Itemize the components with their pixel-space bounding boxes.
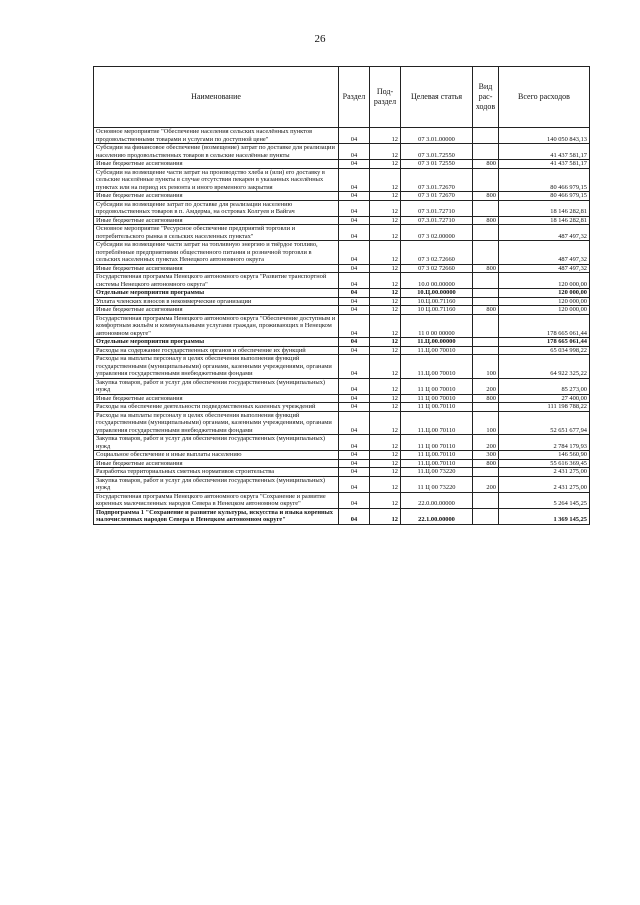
table-row: [94, 411, 590, 435]
cell-expense-type: [473, 168, 499, 192]
table-row: [94, 216, 590, 225]
cell-total: 120 000,00: [499, 297, 590, 306]
table-row: [94, 508, 590, 524]
cell-name: Основное мероприятие "Обеспечение населения сельских населённых пунктов продовольственными товарами и услугами по доступной цене": [94, 128, 339, 144]
table-row: [94, 451, 590, 460]
cell-expense-type: 300: [473, 451, 499, 460]
cell-target: 07 3 02.72660: [401, 241, 473, 265]
cell-total: 487 497,32: [499, 264, 590, 273]
cell-subsection: 12: [370, 264, 401, 273]
cell-total: 487 497,32: [499, 225, 590, 241]
cell-section: 04: [339, 468, 370, 477]
cell-name: Государственная программа Ненецкого автономного округа "Развитие транспортной системы Ненецкого автономного округа": [94, 273, 339, 289]
cell-name: Иные бюджетные ассигнования: [94, 459, 339, 468]
cell-target: 07.3.01.72710: [401, 216, 473, 225]
budget-table: [93, 66, 590, 525]
table-row: [94, 378, 590, 394]
cell-subsection: 12: [370, 394, 401, 403]
table-row: [94, 160, 590, 169]
cell-total: 52 651 677,94: [499, 411, 590, 435]
cell-expense-type: 800: [473, 306, 499, 315]
cell-expense-type: 200: [473, 476, 499, 492]
cell-section: 04: [339, 314, 370, 338]
cell-name: Уплата членских взносов в некоммерческие организации: [94, 297, 339, 306]
cell-target: 22.1.00.00000: [401, 508, 473, 524]
cell-name: Основное мероприятие "Ресурсное обеспечение предприятий торговли и потребительского рынка в сельских населенных пунктах": [94, 225, 339, 241]
cell-subsection: 12: [370, 200, 401, 216]
cell-expense-type: [473, 289, 499, 298]
cell-total: 487 497,32: [499, 241, 590, 265]
cell-section: 04: [339, 225, 370, 241]
cell-total: 120 000,00: [499, 273, 590, 289]
cell-total: 178 665 061,44: [499, 338, 590, 347]
cell-section: 04: [339, 273, 370, 289]
cell-expense-type: 800: [473, 160, 499, 169]
cell-total: 146 560,90: [499, 451, 590, 460]
cell-subsection: 12: [370, 346, 401, 355]
cell-target: 11 Ц 00.70110: [401, 403, 473, 412]
table-row: [94, 192, 590, 201]
cell-name: Расходы на выплаты персоналу в целях обеспечения выполнения функций государственными (муниципальными) органами, казенными учреждениями, органами управления государственными внебюджетными фондами: [94, 411, 339, 435]
table-row: [94, 338, 590, 347]
cell-section: 04: [339, 451, 370, 460]
cell-expense-type: [473, 492, 499, 508]
cell-section: 04: [339, 297, 370, 306]
cell-name: Разработка территориальных сметных нормативов строительства: [94, 468, 339, 477]
cell-total: 1 369 145,25: [499, 508, 590, 524]
cell-total: 18 146 282,81: [499, 216, 590, 225]
cell-total: 2 784 179,93: [499, 435, 590, 451]
cell-expense-type: [473, 241, 499, 265]
table-row: [94, 297, 590, 306]
cell-subsection: 12: [370, 144, 401, 160]
cell-expense-type: 800: [473, 394, 499, 403]
header-expense-type: Вид рас-ходов: [473, 67, 499, 128]
cell-expense-type: [473, 403, 499, 412]
cell-expense-type: [473, 338, 499, 347]
cell-expense-type: 800: [473, 459, 499, 468]
cell-name: Иные бюджетные ассигнования: [94, 306, 339, 315]
cell-total: 140 050 843,13: [499, 128, 590, 144]
cell-section: 04: [339, 346, 370, 355]
cell-name: Отдельные мероприятия программы: [94, 338, 339, 347]
cell-target: 11 Ц 00 73220: [401, 476, 473, 492]
cell-subsection: 12: [370, 403, 401, 412]
cell-name: Субсидии на возмещение части затрат на топливную энергию и твёрдое топливо, потреблённые предприятиями общественного питания и розничной торговли в сельских населенных пунктах Ненецкого автономного округа: [94, 241, 339, 265]
cell-section: 04: [339, 338, 370, 347]
table-row: [94, 289, 590, 298]
cell-subsection: 12: [370, 468, 401, 477]
cell-subsection: 12: [370, 435, 401, 451]
table-row: [94, 306, 590, 315]
cell-subsection: 12: [370, 508, 401, 524]
cell-expense-type: [473, 144, 499, 160]
cell-section: 04: [339, 492, 370, 508]
cell-target: 11 Ц 00 70010: [401, 394, 473, 403]
cell-expense-type: 800: [473, 264, 499, 273]
cell-name: Субсидии на возмещение затрат по доставке для реализации населению продовольственных товаров в п. Амдерма, на островах Колгуев и Вайгач: [94, 200, 339, 216]
cell-section: 04: [339, 306, 370, 315]
cell-section: 04: [339, 241, 370, 265]
table-row: [94, 264, 590, 273]
header-target: Целевая статья: [401, 67, 473, 128]
cell-name: Иные бюджетные ассигнования: [94, 264, 339, 273]
header-subsection: Под-раздел: [370, 67, 401, 128]
cell-subsection: 12: [370, 314, 401, 338]
header-section: Раздел: [339, 67, 370, 128]
cell-subsection: 12: [370, 168, 401, 192]
table-row: [94, 435, 590, 451]
cell-subsection: 12: [370, 459, 401, 468]
table-row: [94, 394, 590, 403]
cell-section: 04: [339, 168, 370, 192]
cell-section: 04: [339, 476, 370, 492]
cell-section: 04: [339, 355, 370, 379]
cell-expense-type: [473, 297, 499, 306]
cell-target: 07 3 02 72660: [401, 264, 473, 273]
table-row: [94, 273, 590, 289]
cell-total: 41 437 581,17: [499, 144, 590, 160]
cell-subsection: 12: [370, 225, 401, 241]
cell-name: Иные бюджетные ассигнования: [94, 394, 339, 403]
cell-subsection: 12: [370, 306, 401, 315]
cell-total: 2 431 275,00: [499, 468, 590, 477]
table-row: [94, 241, 590, 265]
cell-name: Государственная программа Ненецкого автономного округа "Обеспечение доступным и комфортным жильём и коммунальными услугами граждан, проживающих в Ненецком автономном округе": [94, 314, 339, 338]
cell-section: 04: [339, 200, 370, 216]
cell-section: 04: [339, 508, 370, 524]
cell-subsection: 12: [370, 451, 401, 460]
table-row: [94, 225, 590, 241]
table-row: [94, 403, 590, 412]
cell-section: 04: [339, 411, 370, 435]
cell-subsection: 12: [370, 338, 401, 347]
cell-subsection: 12: [370, 273, 401, 289]
cell-expense-type: 800: [473, 216, 499, 225]
cell-target: 11 0 00 00000: [401, 314, 473, 338]
cell-target: 11 Ц.00.70110: [401, 451, 473, 460]
cell-total: 2 431 275,00: [499, 476, 590, 492]
cell-target: 10.Ц.00.00000: [401, 289, 473, 298]
table-header-row: [94, 67, 590, 128]
cell-target: 07 3 02.00000: [401, 225, 473, 241]
cell-subsection: 12: [370, 297, 401, 306]
cell-total: 18 146 282,81: [499, 200, 590, 216]
cell-target: 10 Ц.00.71160: [401, 306, 473, 315]
cell-target: 11.Ц.00 73220: [401, 468, 473, 477]
cell-expense-type: 100: [473, 411, 499, 435]
cell-expense-type: [473, 128, 499, 144]
cell-section: 04: [339, 192, 370, 201]
cell-name: Закупка товаров, работ и услуг для обеспечения государственных (муниципальных) нужд: [94, 476, 339, 492]
cell-subsection: 12: [370, 160, 401, 169]
cell-total: 111 198 788,22: [499, 403, 590, 412]
cell-name: Субсидии на финансовое обеспечение (возмещение) затрат по доставке для реализации населению продовольственных товаров в сельские населённые пункты: [94, 144, 339, 160]
cell-subsection: 12: [370, 476, 401, 492]
cell-name: Закупка товаров, работ и услуг для обеспечения государственных (муниципальных) нужд: [94, 378, 339, 394]
table-row: [94, 355, 590, 379]
cell-total: 85 273,00: [499, 378, 590, 394]
cell-subsection: 12: [370, 216, 401, 225]
cell-target: 11 Ц 00 70010: [401, 378, 473, 394]
cell-expense-type: 800: [473, 192, 499, 201]
cell-expense-type: [473, 468, 499, 477]
cell-total: 27 400,00: [499, 394, 590, 403]
cell-total: 120 000,00: [499, 306, 590, 315]
cell-name: Субсидии на возмещение части затрат на производство хлеба и (или) его доставку в сельские населённые пункты в случае отсутствия пекарен в указанных населённых пунктах или на период их ремонта и иного временного закрытия: [94, 168, 339, 192]
cell-name: Расходы на обеспечение деятельности подведомственных казенных учреждений: [94, 403, 339, 412]
cell-target: 10.0 00.00000: [401, 273, 473, 289]
cell-expense-type: 100: [473, 355, 499, 379]
cell-expense-type: 200: [473, 378, 499, 394]
header-name: Наименование: [94, 67, 339, 128]
cell-expense-type: [473, 314, 499, 338]
table-row: [94, 314, 590, 338]
cell-section: 04: [339, 160, 370, 169]
cell-expense-type: [473, 346, 499, 355]
table-row: [94, 168, 590, 192]
page-number: 26: [314, 33, 326, 45]
cell-name: Иные бюджетные ассигнования: [94, 192, 339, 201]
cell-total: 178 665 061,44: [499, 314, 590, 338]
cell-subsection: 12: [370, 411, 401, 435]
table-row: [94, 476, 590, 492]
cell-expense-type: [473, 200, 499, 216]
table-row: [94, 459, 590, 468]
cell-section: 04: [339, 289, 370, 298]
cell-subsection: 12: [370, 241, 401, 265]
cell-total: 65 034 998,22: [499, 346, 590, 355]
table-body: [94, 128, 590, 525]
table-row: [94, 144, 590, 160]
cell-name: Социальное обеспечение и иные выплаты населению: [94, 451, 339, 460]
cell-total: 80 466 979,15: [499, 192, 590, 201]
cell-section: 04: [339, 394, 370, 403]
cell-expense-type: [473, 225, 499, 241]
cell-section: 04: [339, 403, 370, 412]
cell-subsection: 12: [370, 355, 401, 379]
cell-section: 04: [339, 144, 370, 160]
cell-target: 07 3.01.72550: [401, 144, 473, 160]
cell-total: 64 922 325,22: [499, 355, 590, 379]
table-row: [94, 200, 590, 216]
cell-section: 04: [339, 378, 370, 394]
cell-expense-type: 200: [473, 435, 499, 451]
table-row: [94, 128, 590, 144]
table-row: [94, 468, 590, 477]
cell-subsection: 12: [370, 492, 401, 508]
cell-name: Государственная программа Ненецкого автономного округа "Сохранение и развитие коренных малочисленных народов Севера в Ненецком автономном округе": [94, 492, 339, 508]
cell-target: 07 3.01.72670: [401, 168, 473, 192]
cell-target: 11.Ц.00.70110: [401, 459, 473, 468]
cell-section: 04: [339, 264, 370, 273]
cell-name: Отдельные мероприятия программы: [94, 289, 339, 298]
cell-target: 07 3 01 72550: [401, 160, 473, 169]
cell-name: Расходы на содержание государственных органов и обеспечение их функций: [94, 346, 339, 355]
cell-name: Иные бюджетные ассигнования: [94, 160, 339, 169]
cell-subsection: 12: [370, 128, 401, 144]
cell-total: 80 466 979,15: [499, 168, 590, 192]
cell-subsection: 12: [370, 192, 401, 201]
cell-target: 11 Ц 00 70110: [401, 435, 473, 451]
table-row: [94, 346, 590, 355]
cell-section: 04: [339, 128, 370, 144]
cell-target: 11.Ц.00.00000: [401, 338, 473, 347]
cell-expense-type: [473, 508, 499, 524]
cell-total: 41 437 581,17: [499, 160, 590, 169]
cell-total: 55 616 369,45: [499, 459, 590, 468]
cell-total: 5 264 145,25: [499, 492, 590, 508]
cell-target: 22.0.00.00000: [401, 492, 473, 508]
cell-subsection: 12: [370, 289, 401, 298]
cell-name: Подпрограмма 1 "Сохранение и развитие культуры, искусства и языка коренных малочисленных народов Севера в Ненецком автономном округе": [94, 508, 339, 524]
cell-section: 04: [339, 435, 370, 451]
cell-expense-type: [473, 273, 499, 289]
cell-target: 10.Ц.00.71160: [401, 297, 473, 306]
cell-target: 07 3 01 72670: [401, 192, 473, 201]
cell-name: Закупка товаров, работ и услуг для обеспечения государственных (муниципальных) нужд: [94, 435, 339, 451]
cell-name: Расходы на выплаты персоналу в целях обеспечения выполнения функций государственными (муниципальными) органами, казенными учреждениями, органами управления государственными внебюджетными фондами: [94, 355, 339, 379]
header-total: Всего расходов: [499, 67, 590, 128]
cell-target: 11.Ц.00 70010: [401, 355, 473, 379]
cell-section: 04: [339, 459, 370, 468]
cell-target: 07 3.01.72710: [401, 200, 473, 216]
cell-total: 120 000,00: [499, 289, 590, 298]
cell-name: Иные бюджетные ассигнования: [94, 216, 339, 225]
cell-target: 11.Ц.00 70110: [401, 411, 473, 435]
cell-target: 11.Ц.00 70010: [401, 346, 473, 355]
cell-target: 07 3.01.00000: [401, 128, 473, 144]
cell-subsection: 12: [370, 378, 401, 394]
cell-section: 04: [339, 216, 370, 225]
table-row: [94, 492, 590, 508]
